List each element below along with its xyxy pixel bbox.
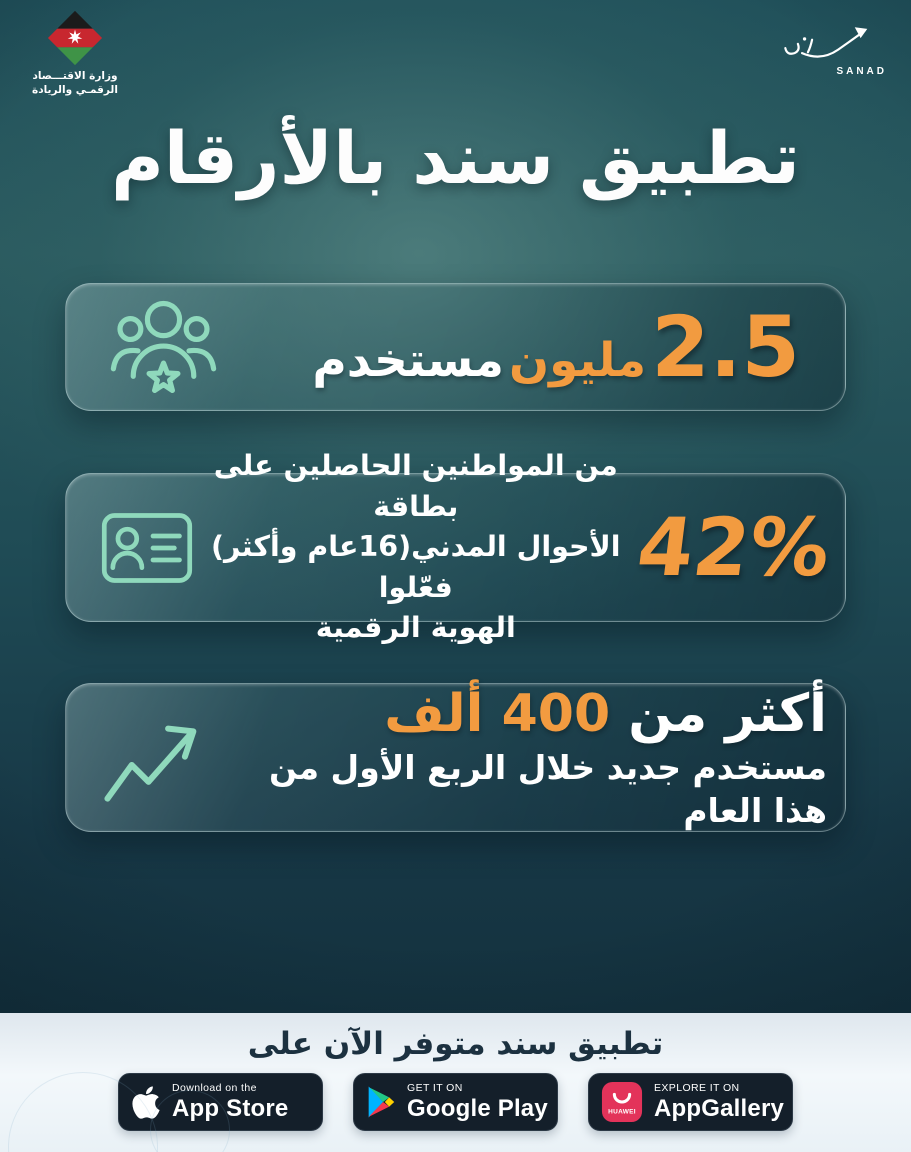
google-play-tagline: GET IT ON (407, 1081, 463, 1094)
trend-up-icon (100, 709, 212, 807)
google-play-name: Google Play (407, 1094, 548, 1122)
stat-growth-prefix: أكثر من (628, 684, 827, 745)
stat-growth-value: 400 ألف (384, 684, 611, 745)
stat-users-text (239, 298, 800, 396)
stat-growth-text (228, 682, 827, 833)
stat-id-value: 42% (631, 501, 835, 594)
stat-id-line2: الأحوال المدني(16عام وأكثر) فعّلوا (210, 530, 621, 604)
footer-title: تطبيق سند متوفر الآن على (247, 1026, 664, 1062)
app-store-tagline: Download on the (172, 1081, 257, 1094)
ministry-logo (16, 10, 134, 97)
stat-id-text (206, 446, 626, 648)
id-card-icon (100, 511, 194, 585)
stat-users-value: 2.5 (651, 298, 800, 396)
stat-card-users (65, 283, 846, 411)
stat-id-line3: الهوية الرقمية (315, 611, 516, 645)
huawei-appgallery-icon (601, 1081, 643, 1123)
app-gallery-button[interactable] (588, 1073, 793, 1131)
ministry-name-line2: الرقمـي والريادة (32, 84, 118, 97)
stat-card-digital-id (65, 449, 846, 645)
google-play-icon (366, 1085, 396, 1119)
stat-growth-label: مستخدم جديد خلال الربع الأول من هذا العام (268, 748, 827, 830)
google-play-button[interactable] (353, 1073, 558, 1131)
footer-band (0, 1013, 911, 1152)
app-store-name: App Store (172, 1094, 289, 1122)
ministry-name-line1: وزارة الاقتـــصاد (32, 70, 118, 82)
app-gallery-name: AppGallery (654, 1094, 785, 1122)
app-gallery-tagline: EXPLORE IT ON (654, 1081, 740, 1094)
stat-id-line1: من المواطنين الحاصلين على بطاقة (213, 449, 618, 523)
stat-card-new-users (65, 683, 846, 832)
sanad-caption: SANAD (836, 66, 887, 77)
stat-users-label: مستخدم (312, 333, 504, 388)
users-star-icon (106, 295, 221, 399)
stat-users-unit: مليون (509, 333, 647, 388)
ministry-emblem-icon (47, 10, 103, 66)
page-title: تطبيق سند بالأرقام (111, 116, 800, 200)
sanad-logo (771, 18, 889, 77)
huawei-badge-text: HUAWEI (608, 1108, 636, 1116)
sanad-script-icon (777, 18, 889, 64)
